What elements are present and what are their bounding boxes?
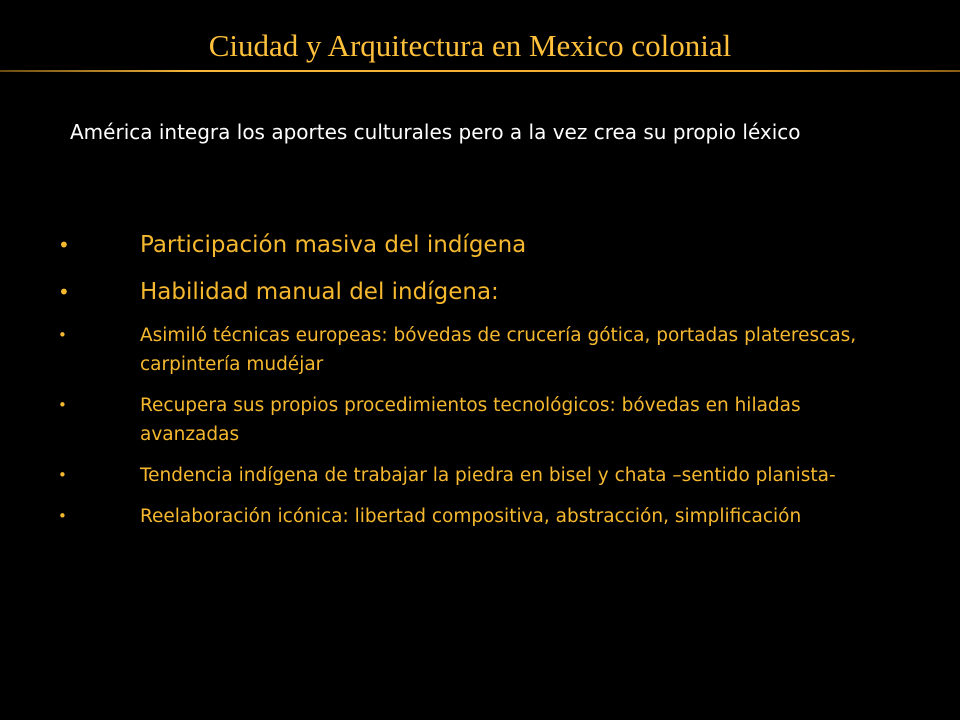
title-divider [0,70,960,72]
bullet-text: Asimiló técnicas europeas: bóvedas de crucería gótica, portadas platerescas, carpintería mudéjar [140,325,857,375]
bullet-icon: • [58,396,67,414]
bullet-item [0,502,960,531]
bullet-item [0,274,960,310]
bullet-text: Tendencia indígena de trabajar la piedra en bisel y chata –sentido planista- [140,465,836,486]
bullet-list [0,227,960,543]
bullet-text: Reelaboración icónica: libertad compositiva, abstracción, simplificación [140,506,802,527]
bullet-text: Recupera sus propios procedimientos tecnológicos: bóvedas en hiladas avanzadas [140,395,801,445]
slide-subtitle: América integra los aportes culturales pero a la vez crea su propio léxico [70,120,801,144]
bullet-item [0,391,960,449]
bullet-icon: • [58,233,70,257]
bullet-item [0,321,960,379]
bullet-icon: • [58,280,70,304]
bullet-item [0,227,960,263]
slide-title: Ciudad y Arquitectura en Mexico colonial [208,28,732,63]
bullet-text: Participación masiva del indígena [140,232,527,258]
bullet-icon: • [58,507,67,525]
bullet-item [0,461,960,490]
bullet-icon: • [58,466,67,484]
bullet-text: Habilidad manual del indígena: [140,279,499,305]
bullet-icon: • [58,326,67,344]
